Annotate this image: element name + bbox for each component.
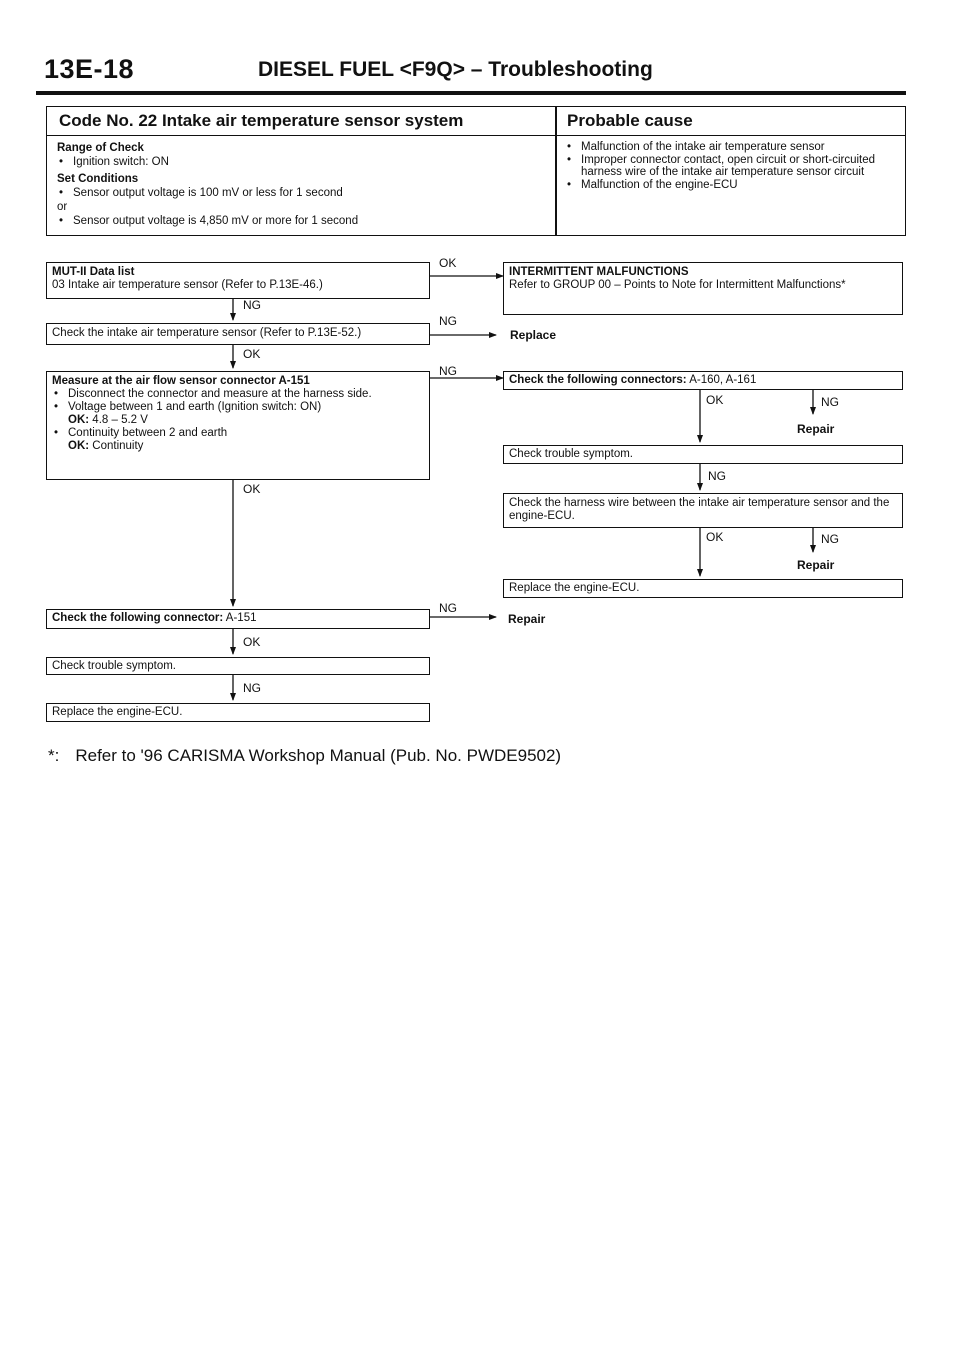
- code-title: Code No. 22 Intake air temperature sensor system: [59, 111, 464, 130]
- check-connector-label: Check the following connector:: [52, 612, 224, 624]
- measure-ok-voltage: [52, 414, 424, 427]
- ok-label: OK: [243, 347, 261, 361]
- replace-ecu-text: Replace the engine-ECU.: [509, 582, 640, 594]
- ng-label: NG: [243, 298, 261, 312]
- check-connector-left-box: [46, 609, 430, 629]
- check-connectors-right-box: [503, 371, 903, 390]
- measure-ok-continuity: [52, 440, 424, 453]
- set-condition-2: • Sensor output voltage is 4,850 mV or more for 1 second: [57, 214, 537, 228]
- set-condition-1: • Sensor output voltage is 100 mV or less for 1 second: [57, 186, 537, 200]
- ok-label: OK: [243, 482, 261, 496]
- trouble-symptom-text: Check trouble symptom.: [509, 448, 633, 460]
- ng-label: NG: [821, 395, 839, 409]
- ok-label: OK: [706, 530, 724, 544]
- footnote-marker: *:: [48, 746, 60, 765]
- ok-label: OK: [243, 635, 261, 649]
- check-sensor-text: Check the intake air temperature sensor (Refer to P.13E-52.): [52, 327, 362, 339]
- ok-criteria-value: 4.8 – 5.2 V: [92, 414, 148, 426]
- replace-ecu-left-box: [46, 703, 430, 722]
- ng-label: NG: [439, 314, 457, 328]
- probable-cause-title: Probable cause: [567, 111, 693, 130]
- harness-check-text: Check the harness wire between the intake air temperature sensor and the engine-ECU.: [509, 497, 890, 522]
- ok-criteria-label: OK:: [68, 414, 90, 426]
- check-sensor-box: [46, 323, 430, 345]
- repair-label: Repair: [508, 612, 546, 626]
- footnote: [48, 746, 561, 766]
- measure-step: • Continuity between 2 and earth: [52, 427, 424, 440]
- replace-ecu-right-box: [503, 579, 903, 598]
- cause-item: • Improper connector contact, open circuit or short-circuited harness wire of the intake air temperature sensor circuit: [565, 154, 895, 179]
- trouble-symptom-left-box: [46, 657, 430, 675]
- cause-item: • Malfunction of the engine-ECU: [565, 179, 895, 192]
- measure-step: • Voltage between 1 and earth (Ignition switch: ON): [52, 401, 424, 414]
- mut-data-list-box: [46, 262, 430, 299]
- replace-label: Replace: [510, 328, 557, 342]
- ok-label: OK: [706, 393, 724, 407]
- ng-label: NG: [708, 469, 726, 483]
- range-of-check-label: Range of Check: [57, 142, 144, 154]
- measure-title: Measure at the air flow sensor connector A-151: [52, 375, 310, 387]
- page-number: 13E-18: [44, 54, 135, 84]
- check-connector-value: A-151: [225, 612, 257, 624]
- range-item: • Ignition switch: ON: [57, 155, 537, 169]
- cause-item: • Malfunction of the intake air temperature sensor: [565, 141, 895, 154]
- repair-label: Repair: [797, 422, 835, 436]
- mut-text: 03 Intake air temperature sensor (Refer to P.13E-46.): [52, 279, 323, 291]
- page-heading: DIESEL FUEL <F9Q> – Troubleshooting: [258, 58, 653, 81]
- ok-criteria-label: OK:: [68, 440, 90, 452]
- check-connectors-value: A-160, A-161: [689, 374, 757, 386]
- intermittent-box: [503, 262, 903, 315]
- check-connectors-label: Check the following connectors:: [509, 374, 687, 386]
- ng-label: NG: [439, 364, 457, 378]
- set-conditions-label: Set Conditions: [57, 173, 139, 185]
- ok-label: OK: [439, 256, 457, 270]
- ok-criteria-value: Continuity: [92, 440, 144, 452]
- trouble-symptom-text: Check trouble symptom.: [52, 660, 176, 672]
- intermittent-text: Refer to GROUP 00 – Points to Note for Intermittent Malfunctions*: [509, 279, 846, 291]
- or-text: or: [57, 201, 68, 213]
- ng-label: NG: [439, 601, 457, 615]
- ng-label: NG: [821, 532, 839, 546]
- intermittent-title: INTERMITTENT MALFUNCTIONS: [509, 266, 689, 278]
- mut-title: MUT-II Data list: [52, 266, 135, 278]
- measure-box: [46, 371, 430, 480]
- repair-label: Repair: [797, 558, 835, 572]
- ng-label: NG: [243, 681, 261, 695]
- replace-ecu-text: Replace the engine-ECU.: [52, 706, 183, 718]
- measure-step: • Disconnect the connector and measure at the harness side.: [52, 388, 424, 401]
- harness-check-box: [503, 493, 903, 528]
- footnote-text: Refer to '96 CARISMA Workshop Manual (Pub. No. PWDE9502): [75, 746, 562, 765]
- trouble-symptom-right-box: [503, 445, 903, 464]
